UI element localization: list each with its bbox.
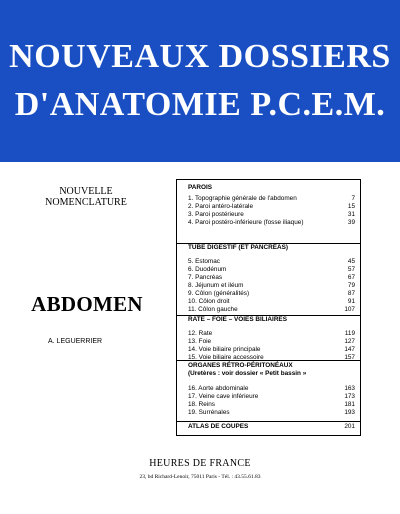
series-title-line-1: NOUVEAUX DOSSIERS	[9, 38, 391, 75]
toc-entry	[177, 298, 360, 306]
toc-entry	[177, 219, 360, 234]
toc-entry-label: 19. Surrénales	[188, 409, 230, 416]
toc-entry-page: 163	[344, 385, 355, 392]
toc-entry	[177, 346, 360, 354]
toc-entry-label: 9. Côlon (généralités)	[188, 290, 250, 297]
toc-entry-page: 107	[344, 306, 355, 313]
toc-section-title: PAROIS	[188, 184, 213, 191]
toc-entry-label: 18. Reins	[188, 401, 215, 408]
volume-title: ABDOMEN	[31, 292, 143, 316]
toc-entry	[177, 266, 360, 274]
toc-entry-label: 13. Foie	[188, 338, 212, 345]
toc-entry	[177, 195, 360, 203]
author-name: A. LEGUERRIER	[48, 338, 103, 345]
toc-entry	[177, 423, 360, 431]
toc-entry-page: 15	[347, 203, 355, 210]
toc-entry-page: 173	[344, 393, 355, 400]
section-divider	[177, 360, 360, 361]
toc-section-rate-foie	[177, 316, 360, 362]
toc-entry	[177, 401, 360, 409]
toc-section-title: TUBE DIGESTIF (ET PANCRÉAS)	[188, 244, 289, 251]
toc-entry-page: 181	[344, 401, 355, 408]
toc-entry	[177, 290, 360, 298]
toc-atlas	[177, 423, 360, 431]
toc-entry	[177, 203, 360, 211]
toc-entry-page: 39	[347, 219, 355, 226]
toc-entry-page: 67	[347, 274, 355, 281]
series-title-line-2: D'ANATOMIE P.C.E.M.	[14, 86, 386, 123]
toc-section-tube-digestif	[177, 244, 360, 314]
toc-entry-label: 5. Estomac	[188, 258, 220, 265]
toc-entry-page: 45	[347, 258, 355, 265]
toc-entry-label: 16. Aorte abdominale	[188, 385, 249, 392]
toc-section-parois	[177, 184, 360, 234]
toc-entry	[177, 258, 360, 266]
toc-section-title: RATE – FOIE – VOIES BILIAIRES	[188, 316, 287, 323]
toc-entry-label: 3. Paroi postérieure	[188, 211, 244, 218]
toc-entry	[177, 393, 360, 401]
publisher-address: 23, bd Richard-Lenoir, 75011 Paris - Tél. : 43.55.61.83	[139, 474, 261, 480]
toc-entry-label: 11. Côlon gauche	[188, 306, 238, 313]
toc-entry-label: 14. Voie biliaire principale	[188, 346, 261, 353]
toc-entry-label: 15. Voie biliaire accessoire	[188, 354, 264, 361]
toc-entry-label: 2. Paroi antéro-latérale	[188, 203, 254, 210]
toc-entry	[177, 330, 360, 338]
nomenclature-line-1: NOUVELLE	[59, 186, 113, 197]
toc-entry-label: 12. Rate	[188, 330, 213, 337]
toc-section-note: (Uretères : voir dossier « Petit bassin »	[188, 370, 307, 377]
toc-entry	[177, 338, 360, 346]
toc-entry	[177, 274, 360, 282]
toc-entry-page: 79	[347, 282, 355, 289]
toc-section-title: ORGANES RÉTRO-PÉRITONÉAUX	[188, 362, 293, 369]
toc-entry-page: 147	[344, 346, 355, 353]
toc-entry-label: 4. Paroi postéro-inférieure (fosse iliaque)	[188, 219, 304, 226]
nomenclature-line-2: NOMENCLATURE	[45, 197, 127, 208]
toc-entry-page: 119	[344, 330, 355, 337]
toc-entry-page: 91	[347, 298, 355, 305]
toc-entry	[177, 282, 360, 290]
toc-entry	[177, 409, 360, 417]
toc-entry-label: 1. Topographie générale de l'abdomen	[188, 195, 297, 202]
toc-entry	[177, 211, 360, 219]
toc-entry-label: 8. Jéjunum et iléum	[188, 282, 244, 289]
toc-entry-label: 10. Côlon droit	[188, 298, 230, 305]
toc-entry-label: ATLAS DE COUPES	[188, 423, 249, 430]
toc-entry-page: 127	[344, 338, 355, 345]
toc-entry-page: 193	[344, 409, 355, 416]
toc-entry-page: 57	[347, 266, 355, 273]
toc-entry-label: 7. Pancréas	[188, 274, 223, 281]
toc-entry-label: 17. Veine cave inférieure	[188, 393, 259, 400]
toc-entry-page: 201	[344, 423, 355, 430]
toc-entry	[177, 385, 360, 393]
toc-entry-page: 7	[351, 195, 355, 202]
toc-entry	[177, 306, 360, 314]
toc-entry-page: 31	[347, 211, 355, 218]
toc-entry-page: 157	[344, 354, 355, 361]
toc-entry-page: 87	[347, 290, 355, 297]
title-banner	[0, 0, 400, 162]
table-of-contents	[176, 179, 361, 436]
toc-entry-label: 6. Duodénum	[188, 266, 227, 273]
publisher-name: HEURES DE FRANCE	[149, 458, 251, 469]
section-divider	[177, 421, 360, 422]
toc-section-retro-peritoneaux	[177, 362, 360, 417]
nomenclature-label	[18, 186, 154, 208]
